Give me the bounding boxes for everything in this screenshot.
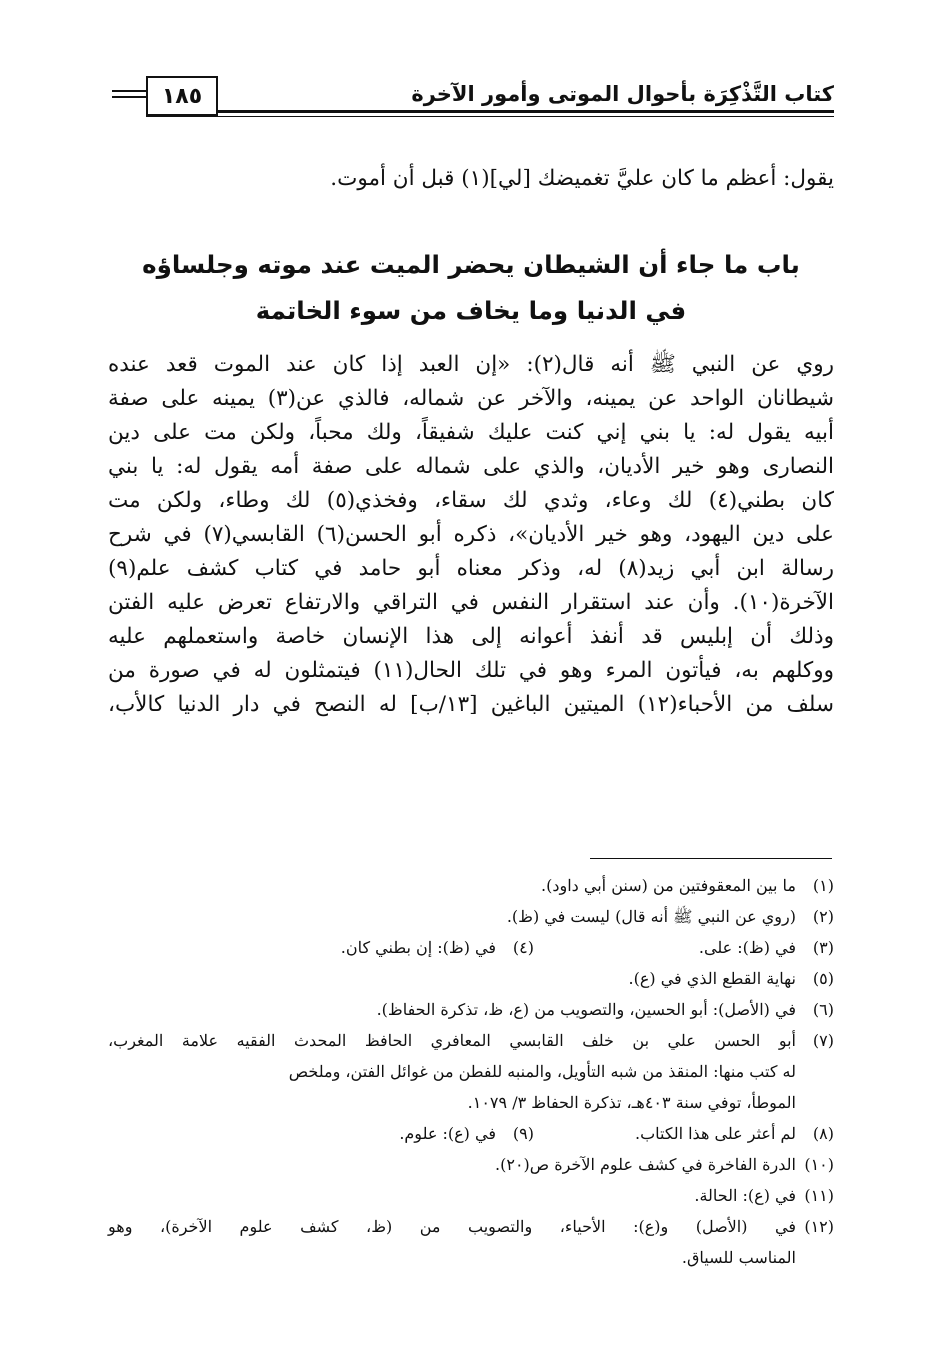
footnote-text: في (ع): علوم. xyxy=(399,1124,496,1143)
footnote-text: (روي عن النبي ﷺ أنه قال) ليست في (ظ). xyxy=(506,907,796,926)
footnote-number: (٥) xyxy=(812,969,834,988)
footnote-6 xyxy=(108,994,834,1025)
heading-line-1: باب ما جاء أن الشيطان يحضر الميت عند موته وجلساؤه xyxy=(142,250,800,279)
chapter-heading xyxy=(108,242,834,334)
footnote-text: الدرة الفاخرة في كشف علوم الآخرة ص(٢٠). xyxy=(495,1155,796,1174)
footnote-12-continuation: المناسب للسياق. xyxy=(681,1248,796,1267)
footnote-number: (٢) xyxy=(812,907,834,926)
paragraph-line: أبيه يقول له: يا بني إني كنت عليك شفيقاً، ولك محباً، ولكن مت على دين xyxy=(108,420,834,445)
header-rule-left xyxy=(112,90,146,92)
footnote-number: (١٢) xyxy=(804,1217,834,1236)
footnote-7-continuation: له كتب منها: المنقذ من شبه التأويل، والمنبه للفطن من غوائل الفتن، وملخص xyxy=(288,1062,796,1081)
footnote-text: نهاية القطع الذي في (ع). xyxy=(628,969,796,988)
paragraph-line: سلف من الأحباء(١٢) الميتين الباغين [١٣/ب] له النصح في دار الدنيا كالأب، xyxy=(108,692,834,717)
footnote-number: (١١) xyxy=(804,1186,834,1205)
footnote-7-continuation: الموطأ، توفي سنة ٤٠٣هـ، تذكرة الحفاظ ٣/ ١٠٧٩. xyxy=(467,1093,796,1112)
footnote-7 xyxy=(108,1025,834,1056)
page-header xyxy=(112,76,834,122)
footnote-text: ما بين المعقوفتين من (سنن أبي داود). xyxy=(541,876,796,895)
paragraph-line: رسالة ابن أبي زيد(٨) له، وذكر معناه أبو حامد في كتاب كشف علم(٩) xyxy=(108,556,834,581)
paragraph-line: ووكلهم به، فيأتون المرء وهو في تلك الحال(١١) فيتمثلون له في صورة من xyxy=(108,658,834,683)
footnote-9 xyxy=(399,1118,534,1149)
footnote-number: (٦) xyxy=(812,1000,834,1019)
footnote-4 xyxy=(341,932,534,963)
intro-line: يقول: أعظم ما كان عليَّ تغميضك [لي](١) قبل أن أموت. xyxy=(330,166,834,191)
footnote-2 xyxy=(108,901,834,932)
footnote-10 xyxy=(108,1149,834,1180)
footnote-number: (٩) xyxy=(512,1124,534,1143)
page-number: ١٨٥ xyxy=(146,76,218,116)
footnote-number: (٧) xyxy=(812,1031,834,1050)
footnote-text: في (ع): الحالة. xyxy=(694,1186,796,1205)
footnote-11 xyxy=(108,1180,834,1211)
footnote-number: (٣) xyxy=(812,938,834,957)
footnote-text: في (ظ): إن بطني كان. xyxy=(340,938,496,957)
footnote-8 xyxy=(534,1118,834,1149)
header-rule-left xyxy=(112,96,146,98)
footnote-text: في (ظ): على. xyxy=(698,938,796,957)
footnote-3 xyxy=(534,932,834,963)
footnote-number: (٤) xyxy=(512,938,534,957)
footnote-12 xyxy=(108,1211,834,1242)
main-paragraph xyxy=(108,348,834,722)
footnote-number: (١٠) xyxy=(804,1155,834,1174)
paragraph-line: النصارى وهو خير الأديان، والذي على شماله على صفة أمه يقول له: يا بني xyxy=(108,454,834,479)
footnote-separator xyxy=(590,858,832,859)
footnote-8-9 xyxy=(108,1118,834,1149)
running-title: كتاب التَّذْكِرَة بأحوال الموتى وأمور الآخرة xyxy=(411,82,834,106)
footnote-5 xyxy=(108,963,834,994)
paragraph-line: شيطانان الواحد عن يمينه، والآخر عن شماله، فالذي عن(٣) يمينه على صفة xyxy=(108,386,834,411)
paragraph-line: كان بطني(٤) لك وعاء، وثدي لك سقاء، وفخذي(٥) لك وطاء، ولكن مت xyxy=(108,488,834,513)
paragraph-line: وذلك أن إبليس قد أنفذ أعوانه إلى هذا الإنسان خاصة واستعملهم عليه xyxy=(108,624,834,649)
footnote-1 xyxy=(108,870,834,901)
paragraph-line: على دين اليهود، وهو خير الأديان»، ذكره أبو الحسن(٦) القابسي(٧) في شرح xyxy=(108,522,834,547)
footnotes xyxy=(108,870,834,1273)
header-rule-thin xyxy=(146,116,834,117)
footnote-text: لم أعثر على هذا الكتاب. xyxy=(635,1124,796,1143)
paragraph-line: روي عن النبي ﷺ أنه قال(٢): «إن العبد إذا كان عند الموت قعد عنده xyxy=(108,352,834,377)
footnote-number: (٨) xyxy=(812,1124,834,1143)
intro-text xyxy=(108,162,834,196)
footnote-text: في (الأصل) و(ع): الأحياء، والتصويب من (ظ، كشف علوم الآخرة)، وهو xyxy=(108,1217,796,1236)
header-rule xyxy=(146,110,834,113)
heading-line-2: في الدنيا وما يخاف من سوء الخاتمة xyxy=(255,296,687,325)
footnote-3-4 xyxy=(108,932,834,963)
footnote-text: أبو الحسن علي بن خلف القابسي المعافري الحافظ المحدث الفقيه علامة المغرب، xyxy=(108,1031,796,1050)
footnote-text: في (الأصل): أبو الحسين، والتصويب من (ع، ظ، تذكرة الحفاظ). xyxy=(376,1000,796,1019)
footnote-number: (١) xyxy=(812,876,834,895)
paragraph-line: الآخرة(١٠). وأن عند استقرار النفس في التراقي والارتفاع تعرض عليه الفتن xyxy=(108,590,834,615)
